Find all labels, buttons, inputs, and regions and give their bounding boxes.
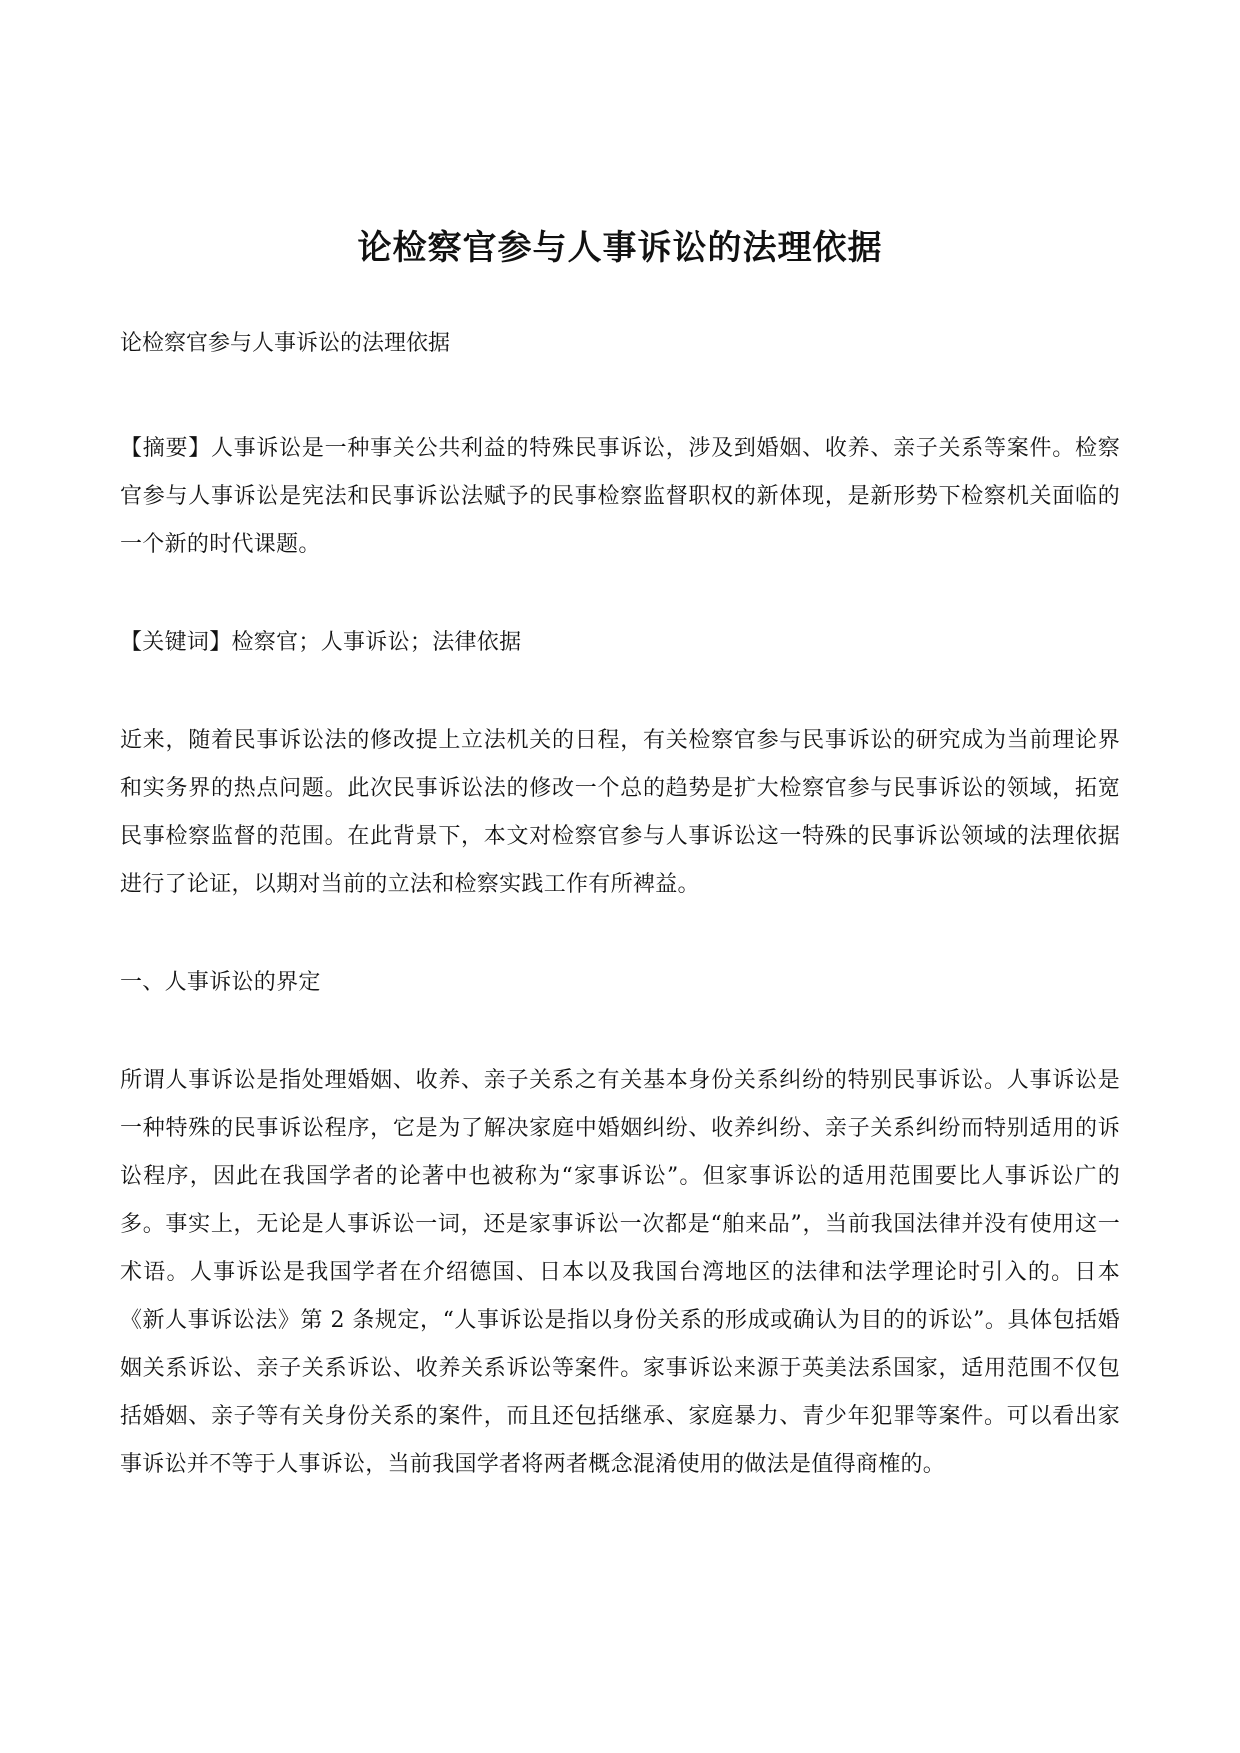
subtitle: 论检察官参与人事诉讼的法理依据 (120, 331, 451, 356)
section-heading-1: 一、人事诉讼的界定 (120, 970, 321, 995)
intro-paragraph: 近来，随着民事诉讼法的修改提上立法机关的日程，有关检察官参与民事诉讼的研究成为当前理论界和实务界的热点问题。此次民事诉讼法的修改一个总的趋势是扩大检察官参与民事诉讼的领域，拓宽民事检察监督的范围。在此背景下，本文对检察官参与人事诉讼这一特殊的民事诉讼领域的法理依据进行了论证，以期对当前的立法和检察实践工作有所裨益。 (120, 728, 1120, 897)
abstract-paragraph: 【摘要】人事诉讼是一种事关公共利益的特殊民事诉讼，涉及到婚姻、收养、亲子关系等案件。检察官参与人事诉讼是宪法和民事诉讼法赋予的民事检察监督职权的新体现，是新形势下检察机关面临的一个新的时代课题。 (120, 436, 1120, 557)
keywords-line: 【关键词】检察官；人事诉讼；法律依据 (120, 630, 522, 655)
page-title: 论检察官参与人事诉讼的法理依据 (357, 228, 883, 268)
section-body-1: 所谓人事诉讼是指处理婚姻、收养、亲子关系之有关基本身份关系纠纷的特别民事诉讼。人事诉讼是一种特殊的民事诉讼程序，它是为了解决家庭中婚姻纠纷、收养纠纷、亲子关系纠纷而特别适用的诉讼程序，因此在我国学者的论著中也被称为“家事诉讼”。但家事诉讼的适用范围要比人事诉讼广的多。事实上，无论是人事诉讼一词，还是家事诉讼一次都是“舶来品”，当前我国法律并没有使用这一术语。人事诉讼是我国学者在介绍德国、日本以及我国台湾地区的法律和法学理论时引入的。日本《新人事诉讼法》第 2 条规定，“人事诉讼是指以身份关系的形成或确认为目的的诉讼”。具体包括婚姻关系诉讼、亲子关系诉讼、收养关系诉讼等案件。家事诉讼来源于英美法系国家，适用范围不仅包括婚姻、亲子等有关身份关系的案件，而且还包括继承、家庭暴力、青少年犯罪等案件。可以看出家事诉讼并不等于人事诉讼，当前我国学者将两者概念混淆使用的做法是值得商榷的。 (120, 1068, 1120, 1477)
